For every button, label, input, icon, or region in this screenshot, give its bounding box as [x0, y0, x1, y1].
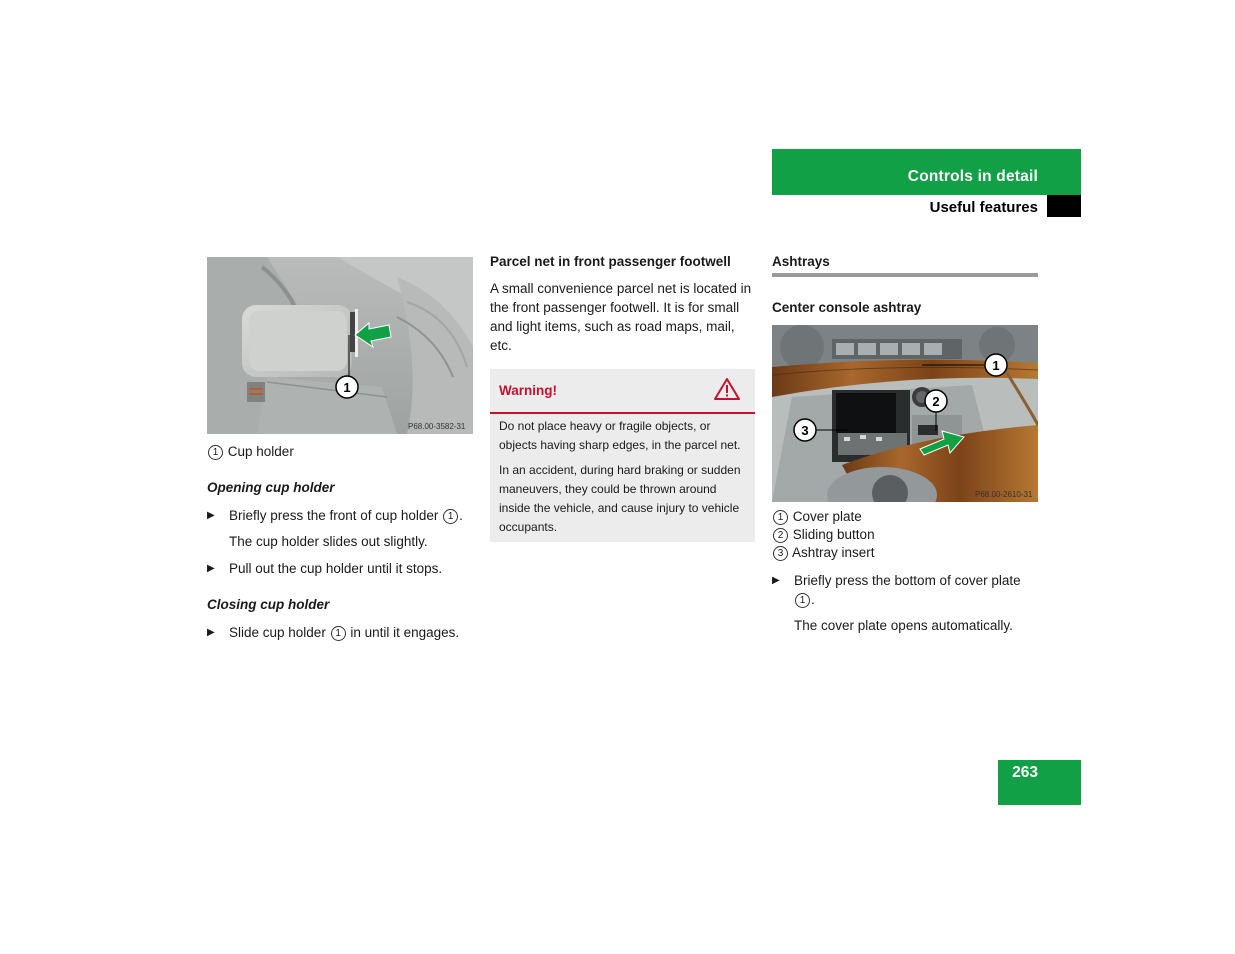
ashtray-figure — [772, 325, 1038, 502]
warning-paragraph: Do not place heavy or fragile objects, or objects having sharp edges, in the parcel net. — [499, 419, 741, 452]
step-item: ▶ Briefly press the bottom of cover plate 1 . — [772, 573, 1021, 607]
legend-item: 1 Cup holder — [207, 442, 473, 461]
ashtray-steps — [772, 571, 1038, 635]
callout-3: 3 — [801, 423, 809, 438]
ashtray-legend — [772, 507, 1038, 562]
heading-rule — [772, 273, 1038, 277]
opening-steps — [207, 506, 477, 578]
callout-1: 1 — [343, 380, 351, 395]
center-console-heading: Center console ashtray — [772, 300, 922, 315]
warning-paragraph: In an accident, during hard braking or sudden maneuvers, they could be thrown around inside the vehicle, and cause injury to vehicle occupants. — [499, 463, 741, 534]
opening-heading: Opening cup holder — [207, 480, 335, 495]
parcel-net-heading: Parcel net in front passenger footwell — [490, 254, 731, 269]
closing-heading: Closing cup holder — [207, 597, 330, 612]
parcel-net-paragraph: A small convenience parcel net is located in the front passenger footwell. It is for small and light items, such as road maps, mail, etc. — [490, 281, 752, 353]
bullet-icon: ▶ — [207, 627, 215, 638]
bullet-icon: ▶ — [772, 575, 780, 586]
figure-code: P68.00-3582-31 — [408, 422, 466, 431]
step-item: ▶ Slide cup holder 1 in until it engages. — [207, 625, 460, 640]
cup-holder-figure — [207, 257, 473, 434]
warning-triangle-icon — [713, 377, 741, 406]
callout-2: 2 — [932, 394, 940, 409]
page-number: 263 — [1012, 764, 1038, 781]
legend-item: 1 Cover plate — [772, 507, 1038, 526]
step-result: The cover plate opens automatically. — [794, 618, 1013, 633]
warning-body — [490, 414, 755, 542]
figure-code: P68.00-2610-31 — [975, 490, 1033, 499]
legend-item: 3 Ashtray insert — [772, 543, 1038, 562]
legend-item: 2 Sliding button — [772, 525, 1038, 544]
ashtrays-heading: Ashtrays — [772, 254, 830, 269]
bullet-icon: ▶ — [207, 563, 215, 574]
step-result: The cup holder slides out slightly. — [229, 534, 428, 549]
callout-1: 1 — [992, 358, 1000, 373]
section-title: Controls in detail — [907, 168, 1038, 185]
warning-label: Warning! — [499, 383, 557, 398]
step-item: ▶ Briefly press the front of cup holder 1 . — [207, 508, 463, 523]
header-marker — [1047, 195, 1081, 217]
closing-steps — [207, 623, 482, 642]
bullet-icon: ▶ — [207, 510, 215, 521]
subsection-title: Useful features — [929, 199, 1038, 216]
step-item: ▶ Pull out the cup holder until it stops. — [207, 561, 443, 576]
